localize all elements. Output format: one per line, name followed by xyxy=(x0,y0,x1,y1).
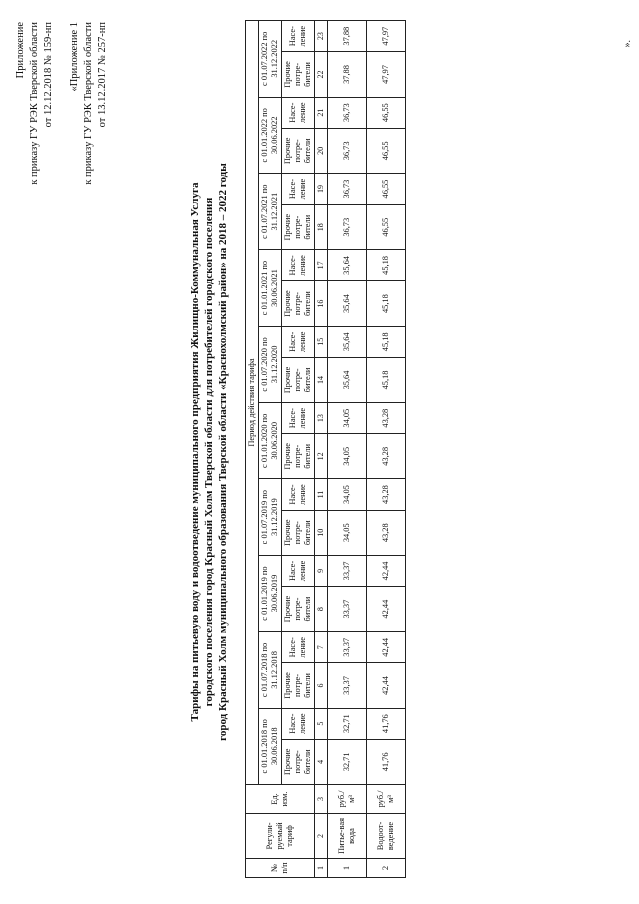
column-numbers-row xyxy=(315,21,328,878)
other-consumers-header: Прочие потре-бители xyxy=(282,663,315,708)
tariff-value: 41,76 xyxy=(367,739,406,784)
other-consumers-header: Прочие потре-бители xyxy=(282,52,315,97)
unit: руб./м³ xyxy=(328,785,367,814)
column-number: 14 xyxy=(315,357,328,402)
column-number: 16 xyxy=(315,281,328,326)
population-header: Насе-ление xyxy=(282,708,315,739)
row-number: 2 xyxy=(367,859,406,878)
population-header: Насе-ление xyxy=(282,174,315,205)
tariff-value: 37,88 xyxy=(328,21,367,52)
title-line-1: Тарифы на питьевую воду и водоотведение муниципального предприятия Жилищно-Коммунальная Услуга xyxy=(189,182,201,722)
tariff-value: 42,44 xyxy=(367,555,406,586)
tariff-value: 36,73 xyxy=(328,174,367,205)
period-cell: с 01.07.2022 по 31.12.2022 xyxy=(259,21,282,98)
other-consumers-header: Прочие потре-бители xyxy=(282,281,315,326)
prior-order-reference: к приказу ГУ РЭК Тверской области xyxy=(83,22,94,185)
tariff-value: 46,55 xyxy=(367,97,406,128)
tariff-value: 43,28 xyxy=(367,510,406,555)
tariff-value: 33,37 xyxy=(328,663,367,708)
tariff-value: 43,28 xyxy=(367,479,406,510)
population-header: Насе-ление xyxy=(282,250,315,281)
tariff-value: 46,55 xyxy=(367,174,406,205)
table-row xyxy=(328,21,367,878)
tariff-value: 42,44 xyxy=(367,586,406,631)
unit: руб./м³ xyxy=(367,785,406,814)
tariff-value: 46,55 xyxy=(367,205,406,250)
column-number: 1 xyxy=(315,859,328,878)
tariff-name: Водоот-ведение xyxy=(367,814,406,859)
column-number: 15 xyxy=(315,326,328,357)
column-number: 17 xyxy=(315,250,328,281)
col-tariff-header: Регули-руемый тариф xyxy=(246,814,315,859)
tariff-value: 34,05 xyxy=(328,510,367,555)
tariff-value: 45,18 xyxy=(367,250,406,281)
tariff-value: 36,73 xyxy=(328,205,367,250)
population-header: Насе-ление xyxy=(282,632,315,663)
document-title xyxy=(188,0,230,904)
col-number-header: № п/п xyxy=(246,859,315,878)
tariff-value: 32,71 xyxy=(328,739,367,784)
order-header xyxy=(14,22,110,185)
column-number: 12 xyxy=(315,434,328,479)
column-number: 13 xyxy=(315,403,328,434)
period-cell: с 01.01.2020 по 30.06.2020 xyxy=(259,403,282,479)
period-header: Период действия тарифа xyxy=(246,21,259,785)
tariff-value: 47,97 xyxy=(367,52,406,97)
consumer-type-row xyxy=(282,21,315,878)
column-number: 22 xyxy=(315,52,328,97)
period-cell: с 01.07.2019 по 31.12.2019 xyxy=(259,479,282,555)
population-header: Насе-ление xyxy=(282,479,315,510)
row-number: 1 xyxy=(328,859,367,878)
tariff-value: 35,64 xyxy=(328,250,367,281)
column-number: 2 xyxy=(315,814,328,859)
tariff-value: 35,64 xyxy=(328,326,367,357)
column-number: 4 xyxy=(315,739,328,784)
other-consumers-header: Прочие потре-бители xyxy=(282,434,315,479)
period-cell: с 01.01.2021 по 30.06.2021 xyxy=(259,250,282,326)
tariff-value: 32,71 xyxy=(328,708,367,739)
appendix-label: Приложение xyxy=(15,22,26,79)
tariff-value: 43,28 xyxy=(367,403,406,434)
tariff-value: 47,97 xyxy=(367,21,406,52)
period-cell: с 01.01.2022 по 30.06.2022 xyxy=(259,97,282,173)
tariff-value: 35,64 xyxy=(328,281,367,326)
tariff-value: 45,18 xyxy=(367,357,406,402)
period-cell: с 01.01.2019 по 30.06.2019 xyxy=(259,555,282,631)
column-number: 20 xyxy=(315,128,328,173)
tariff-value: 42,44 xyxy=(367,632,406,663)
tariff-value: 42,44 xyxy=(367,663,406,708)
tariff-value: 34,05 xyxy=(328,479,367,510)
tariff-value: 33,37 xyxy=(328,586,367,631)
column-number: 23 xyxy=(315,21,328,52)
prior-order-date: от 13.12.2017 № 257-нп xyxy=(97,22,108,128)
column-number: 11 xyxy=(315,479,328,510)
table-body xyxy=(315,21,406,878)
column-number: 18 xyxy=(315,205,328,250)
column-number: 9 xyxy=(315,555,328,586)
tariff-value: 46,55 xyxy=(367,128,406,173)
period-cell: с 01.07.2021 по 31.12.2021 xyxy=(259,174,282,250)
other-consumers-header: Прочие потре-бители xyxy=(282,739,315,784)
column-number: 5 xyxy=(315,708,328,739)
table-row xyxy=(367,21,406,878)
tariff-value: 45,18 xyxy=(367,281,406,326)
other-consumers-header: Прочие потре-бители xyxy=(282,128,315,173)
period-cell: с 01.07.2018 по 31.12.2018 xyxy=(259,632,282,708)
tariff-value: 41,76 xyxy=(367,708,406,739)
other-consumers-header: Прочие потре-бители xyxy=(282,357,315,402)
column-number: 19 xyxy=(315,174,328,205)
tariff-value: 34,05 xyxy=(328,434,367,479)
tariff-value: 36,73 xyxy=(328,128,367,173)
order-date: от 12.12.2018 № 159-нп xyxy=(43,22,54,128)
title-line-3: город Красный Холм муниципального образования Тверской области «Краснохолмский район» на 2018 – 2022 годы xyxy=(217,163,229,741)
closing-quote: ». xyxy=(622,40,633,48)
tariff-name: Питье-вая вода xyxy=(328,814,367,859)
column-number: 10 xyxy=(315,510,328,555)
tariff-value: 34,05 xyxy=(328,403,367,434)
column-number: 8 xyxy=(315,586,328,631)
col-unit-header: Ед. изм. xyxy=(246,785,315,814)
tariff-value: 33,37 xyxy=(328,555,367,586)
tariff-value: 36,73 xyxy=(328,97,367,128)
tariff-value: 37,88 xyxy=(328,52,367,97)
population-header: Насе-ление xyxy=(282,326,315,357)
population-header: Насе-ление xyxy=(282,97,315,128)
column-number: 7 xyxy=(315,632,328,663)
title-line-2: городского поселения город Красный Холм Тверской области для потребителей городского поселения xyxy=(203,197,215,707)
column-number: 3 xyxy=(315,785,328,814)
tariff-value: 33,37 xyxy=(328,632,367,663)
other-consumers-header: Прочие потре-бители xyxy=(282,205,315,250)
tariff-table xyxy=(245,20,406,878)
order-reference: к приказу ГУ РЭК Тверской области xyxy=(29,22,40,185)
tariff-value: 35,64 xyxy=(328,357,367,402)
other-consumers-header: Прочие потре-бители xyxy=(282,586,315,631)
population-header: Насе-ление xyxy=(282,403,315,434)
period-cell: с 01.07.2020 по 31.12.2020 xyxy=(259,326,282,402)
tariff-value: 43,28 xyxy=(367,434,406,479)
period-row xyxy=(259,21,282,878)
population-header: Насе-ление xyxy=(282,555,315,586)
other-consumers-header: Прочие потре-бители xyxy=(282,510,315,555)
population-header: Насе-ление xyxy=(282,21,315,52)
column-number: 21 xyxy=(315,97,328,128)
tariff-value: 45,18 xyxy=(367,326,406,357)
column-number: 6 xyxy=(315,663,328,708)
period-cell: с 01.01.2018 по 30.06.2018 xyxy=(259,708,282,784)
appendix-1-label: «Приложение 1 xyxy=(69,22,80,92)
